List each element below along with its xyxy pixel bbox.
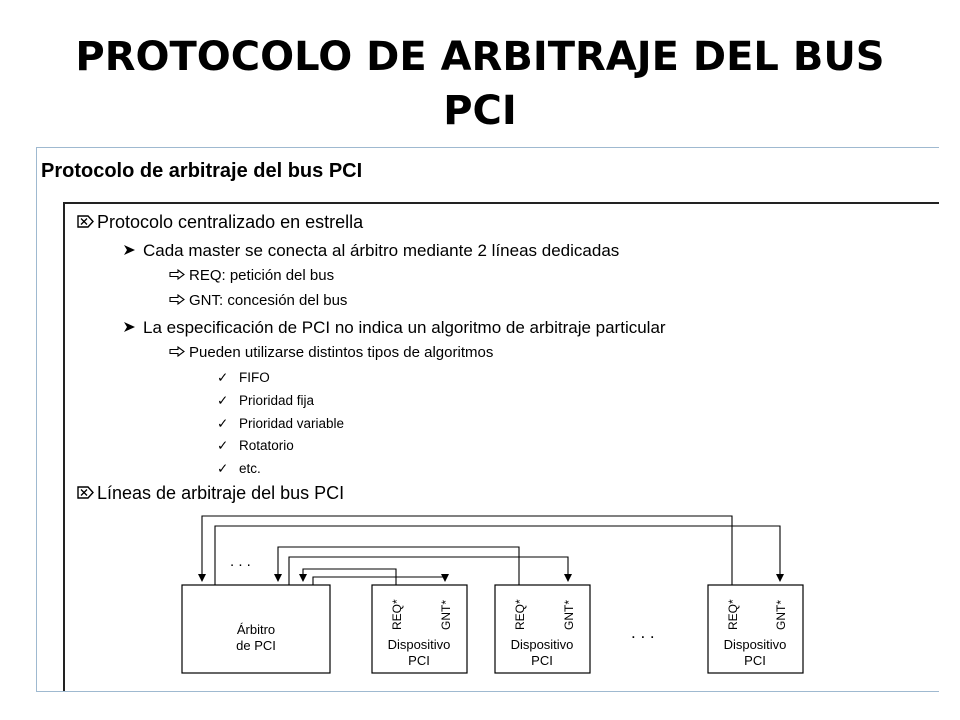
outline-item-1-sub-2-text: La especificación de PCI no indica un algoritmo de arbitraje particular (143, 318, 666, 337)
device-label-line1: Dispositivo (387, 637, 451, 652)
panel-title: Protocolo de arbitraje del bus PCI (41, 160, 363, 182)
outline-req-text: REQ: petición del bus (189, 267, 335, 284)
algorithm-text: FIFO (239, 370, 270, 385)
algorithm-text: Prioridad fija (239, 393, 315, 408)
checkmark-icon: ✓ (217, 438, 229, 453)
checkmark-icon: ✓ (217, 393, 229, 408)
outline-item-1-sub-1-text: Cada master se conecta al árbitro mediante 2 líneas dedicadas (143, 241, 620, 260)
req-label: REQ* (513, 599, 527, 630)
outline-algorithms-text: Pueden utilizarse distintos tipos de algoritmos (189, 344, 494, 361)
device-label-line2: PCI (531, 653, 553, 668)
checkmark-icon: ✓ (217, 370, 229, 385)
gnt-line (313, 577, 445, 585)
device-label-line2: PCI (744, 653, 766, 668)
diagram-ellipsis: . . . (631, 623, 655, 642)
req-label: REQ* (726, 599, 740, 630)
algorithm-text: etc. (239, 461, 261, 476)
arbitration-diagram (65, 204, 939, 690)
gnt-line (215, 526, 780, 585)
req-label: REQ* (390, 599, 404, 630)
device-label-line2: PCI (408, 653, 430, 668)
req-line (278, 547, 519, 585)
gnt-line (289, 557, 568, 585)
algorithm-text: Rotatorio (239, 438, 294, 453)
outline-item-2-text: Líneas de arbitraje del bus PCI (97, 483, 345, 503)
outline-item-1-text: Protocolo centralizado en estrella (97, 212, 364, 232)
arbiter-label-line2: de PCI (236, 638, 276, 653)
algorithm-text: Prioridad variable (239, 416, 345, 431)
diagram-ellipsis: . . . (230, 553, 251, 570)
slide-title-line2: PCI (443, 88, 517, 134)
outline-box (63, 202, 939, 692)
device-label-line1: Dispositivo (510, 637, 574, 652)
arbiter-label-line1: Árbitro (236, 622, 276, 637)
gnt-label: GNT* (562, 600, 576, 630)
gnt-label: GNT* (774, 600, 788, 630)
slide-title-line1: PROTOCOLO DE ARBITRAJE DEL BUS (75, 34, 885, 80)
device-label-line1: Dispositivo (723, 637, 787, 652)
checkmark-icon: ✓ (217, 461, 229, 476)
checkmark-icon: ✓ (217, 416, 229, 431)
outline-gnt-text: GNT: concesión del bus (189, 292, 348, 309)
gnt-label: GNT* (439, 600, 453, 630)
content-panel (36, 147, 939, 692)
slide-title (0, 30, 960, 138)
